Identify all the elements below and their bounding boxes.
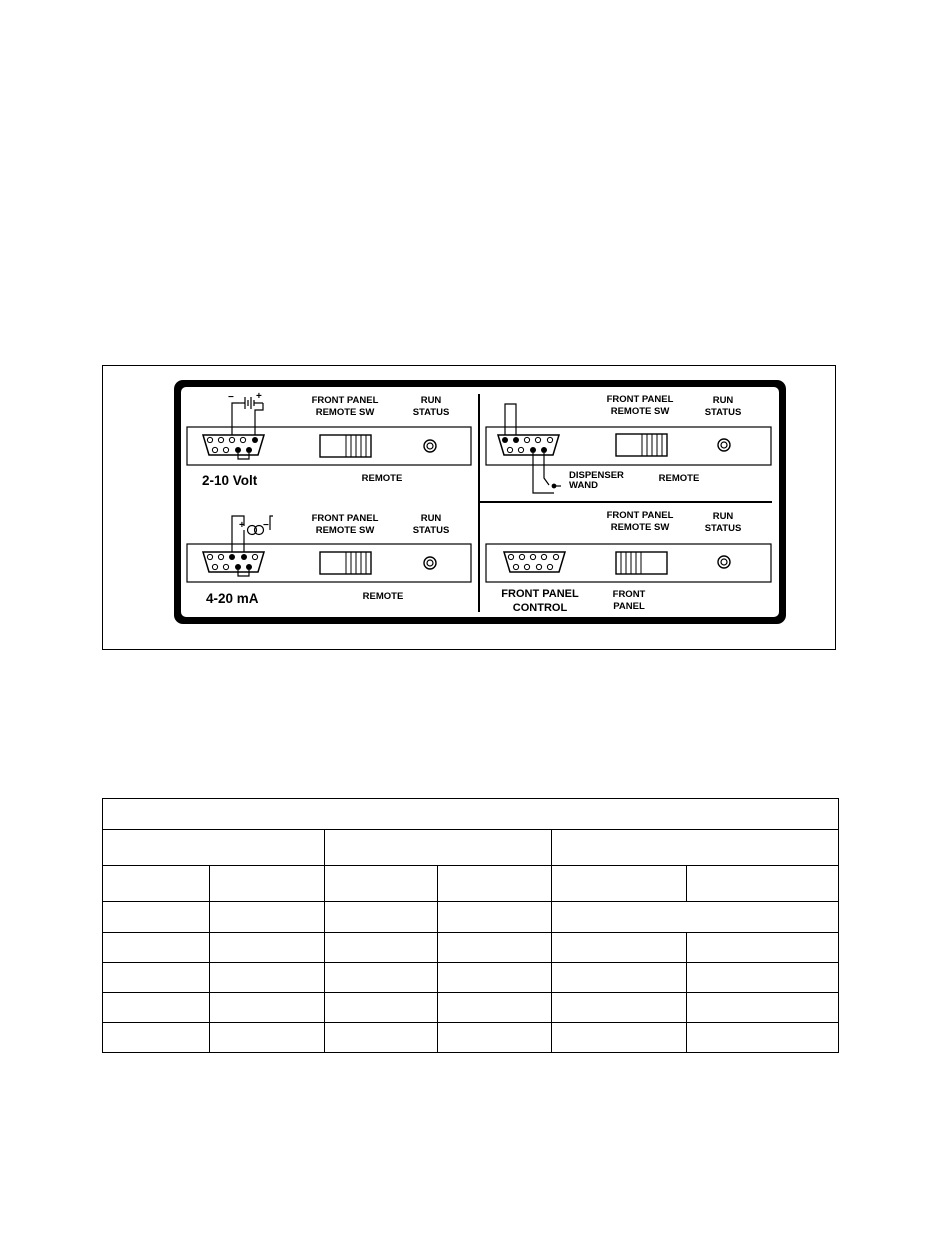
table-cell [438, 932, 552, 962]
table-row [103, 799, 839, 830]
table-cell [438, 902, 552, 932]
switch-header-line1: FRONT PANEL [311, 513, 379, 524]
polarity-plus: + [239, 520, 245, 531]
table-cell [325, 992, 438, 1022]
switch-position-label: REMOTE [361, 473, 403, 484]
table-cell [325, 962, 438, 992]
table-cell [103, 799, 839, 830]
slide-switch-remote [616, 434, 667, 456]
polarity-minus: − [228, 392, 234, 403]
table-cell [210, 962, 325, 992]
table-cell [552, 992, 687, 1022]
table-cell [552, 962, 687, 992]
table-cell [552, 1022, 687, 1052]
table-cell [210, 932, 325, 962]
switch-header-line1: FRONT PANEL [606, 510, 674, 521]
switch-header-line1: FRONT PANEL [606, 394, 674, 405]
table-cell [325, 866, 438, 902]
table-cell [552, 902, 839, 932]
table-cell [210, 902, 325, 932]
db9-connector-icon [203, 552, 264, 576]
slide-switch-remote [320, 552, 371, 574]
switch-header-line2: REMOTE SW [315, 407, 375, 418]
table-cell [552, 866, 687, 902]
db9-connector-icon [504, 552, 565, 572]
table-cell [103, 830, 325, 866]
table-cell [210, 1022, 325, 1052]
status-header-line1: RUN [712, 395, 734, 406]
blank-table [102, 798, 839, 1053]
figure-frame [102, 365, 836, 650]
run-status-led-icon [424, 440, 436, 452]
mode-label: 2-10 Volt [202, 473, 258, 488]
db9-connector-icon [498, 435, 559, 455]
table-cell [103, 902, 210, 932]
switch-header-line2: REMOTE SW [610, 406, 670, 417]
switch-position-line2: PANEL [613, 601, 645, 612]
table-cell [103, 962, 210, 992]
polarity-plus: + [256, 391, 262, 402]
status-header-line2: STATUS [704, 407, 742, 418]
table-row [103, 962, 839, 992]
table-cell [438, 962, 552, 992]
switch-header-line2: REMOTE SW [315, 525, 375, 536]
table-cell [210, 866, 325, 902]
run-status-led-icon [718, 439, 730, 451]
table-cell [687, 932, 839, 962]
wand-label-line2: WAND [569, 480, 599, 491]
switch-position-line1: FRONT [612, 589, 646, 600]
table-cell [325, 1022, 438, 1052]
status-header-line2: STATUS [412, 525, 450, 536]
status-header-line2: STATUS [412, 407, 450, 418]
polarity-minus: − [263, 520, 269, 531]
table-row [103, 932, 839, 962]
switch-header-line2: REMOTE SW [610, 522, 670, 533]
mode-label-line2: CONTROL [512, 602, 568, 614]
status-header-line1: RUN [712, 511, 734, 522]
table-row [103, 866, 839, 902]
slide-switch-remote [320, 435, 371, 457]
table-cell [325, 932, 438, 962]
table-cell [552, 830, 839, 866]
table-cell [438, 866, 552, 902]
table-row [103, 1022, 839, 1052]
table-cell [325, 902, 438, 932]
table-cell [438, 992, 552, 1022]
table-cell [687, 1022, 839, 1052]
switch-position-label: REMOTE [362, 591, 404, 602]
run-status-led-icon [718, 556, 730, 568]
table-cell [687, 992, 839, 1022]
table-cell [103, 932, 210, 962]
table-cell [325, 830, 552, 866]
status-header-line1: RUN [420, 513, 442, 524]
db9-connector-icon [203, 435, 264, 459]
mode-label-line1: FRONT PANEL [501, 588, 579, 600]
mode-label: 4-20 mA [206, 591, 259, 606]
switch-header-line1: FRONT PANEL [311, 395, 379, 406]
table-cell [687, 962, 839, 992]
table-cell [438, 1022, 552, 1052]
wand-label-line1: DISPENSER [569, 470, 624, 481]
control-panel-diagram [103, 366, 837, 651]
table-cell [687, 866, 839, 902]
status-header-line1: RUN [420, 395, 442, 406]
table-cell [552, 932, 687, 962]
table-row [103, 992, 839, 1022]
switch-position-label: REMOTE [658, 473, 700, 484]
table-cell [103, 992, 210, 1022]
slide-switch-front-panel [616, 552, 667, 574]
table-cell [103, 1022, 210, 1052]
table-cell [210, 992, 325, 1022]
run-status-led-icon [424, 557, 436, 569]
table-row [103, 830, 839, 866]
table-row [103, 902, 839, 932]
table-cell [103, 866, 210, 902]
status-header-line2: STATUS [704, 523, 742, 534]
